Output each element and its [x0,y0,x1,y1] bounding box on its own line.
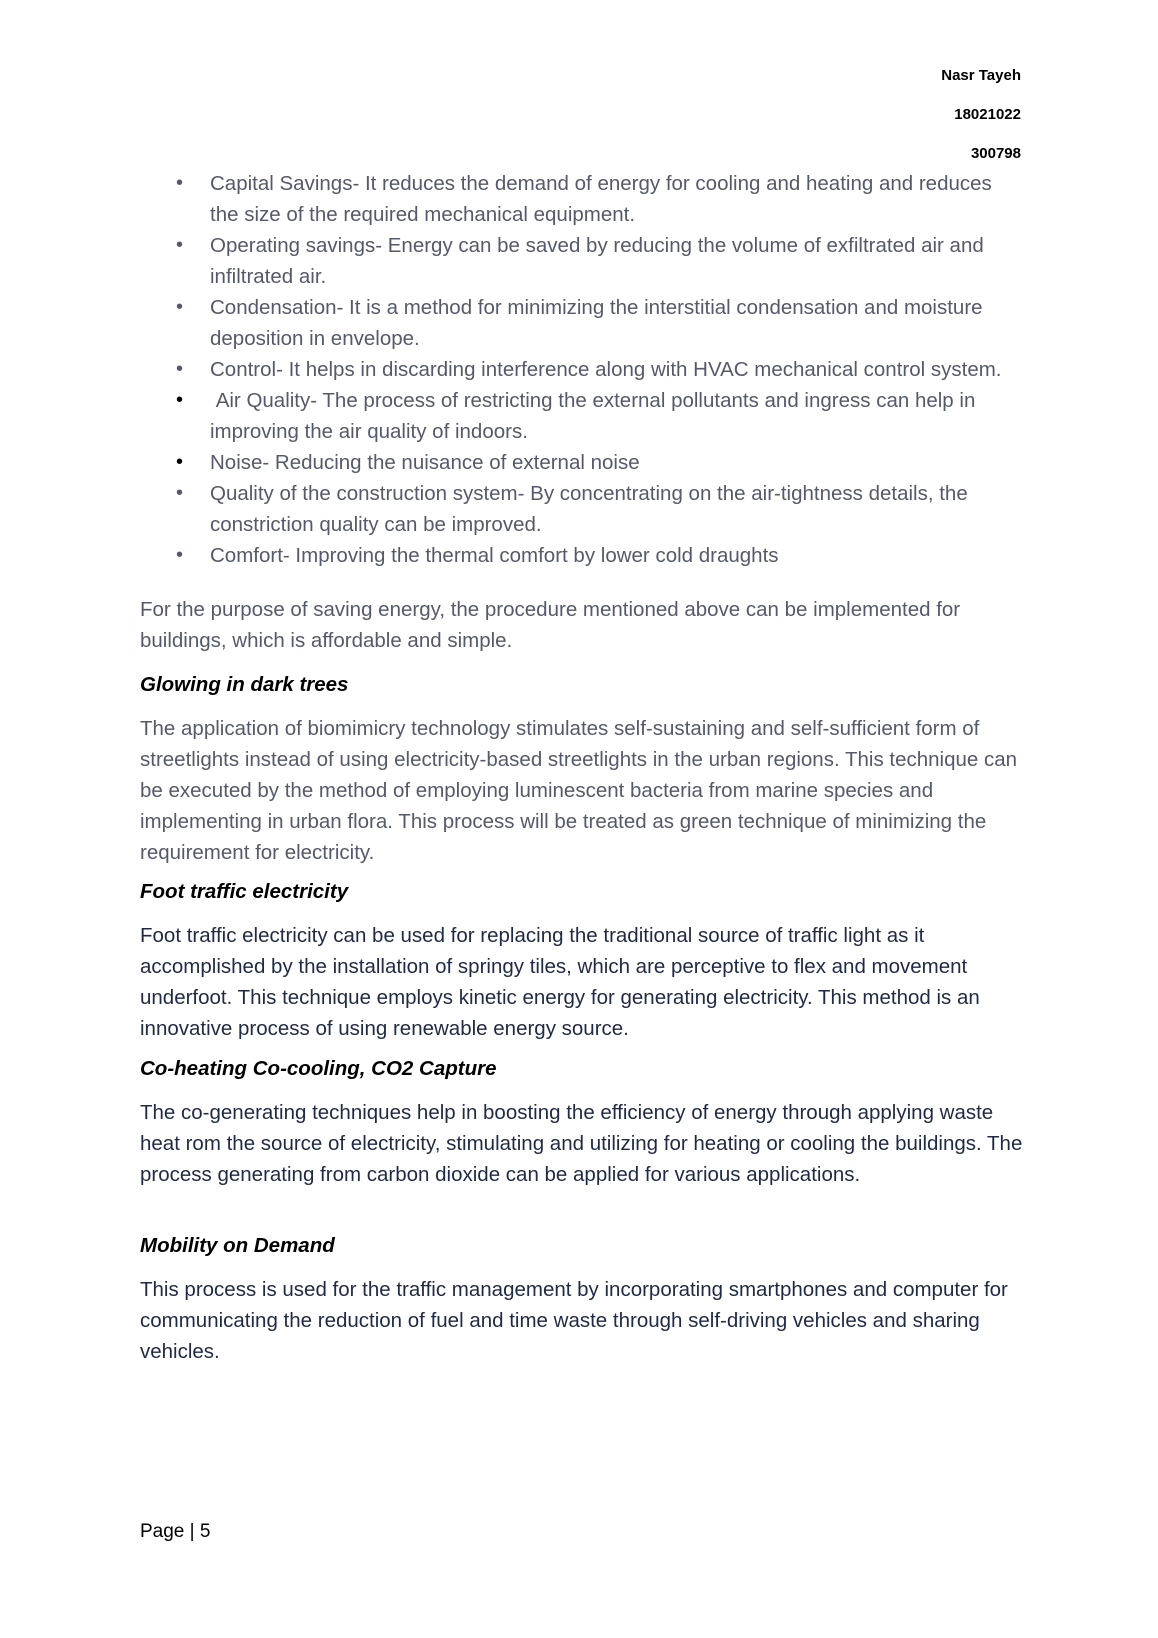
section-body-mobility: This process is used for the traffic management by incorporating smartphones and computer for communicating the reduction of fuel and time waste through self-driving vehicles and sharing vehicles. [140,1278,1008,1363]
bullet-icon: • [176,451,184,473]
list-item: • Condensation- It is a method for minimizing the interstitial condensation and moisture deposition in envelope. [140,292,1020,354]
list-item: • Capital Savings- It reduces the demand of energy for cooling and heating and reduces the size of the required mechanical equipment. [140,168,1020,230]
bullet-icon: • [176,544,184,566]
section-heading-glowing-trees: Glowing in dark trees [140,673,349,696]
benefits-list [140,168,1020,571]
bullet-icon: • [176,389,184,411]
page-footer [140,1521,210,1543]
list-item: • Control- It helps in discarding interference along with HVAC mechanical control system. [140,354,1020,385]
list-item: • Air Quality- The process of restricting the external pollutants and ingress can help in improving the air quality of indoors. [140,385,1020,447]
intro-paragraph: For the purpose of saving energy, the procedure mentioned above can be implemented for buildings, which is affordable and simple. [140,598,961,652]
list-item: • Quality of the construction system- By concentrating on the air-tightness details, the constriction quality can be improved. [140,478,1020,540]
list-item: • Noise- Reducing the nuisance of external noise [140,447,1020,478]
section-heading-foot-traffic: Foot traffic electricity [140,880,349,903]
bullet-icon: • [176,358,184,380]
section-body-foot-traffic: Foot traffic electricity can be used for replacing the traditional source of traffic light as it accomplished by the installation of springy tiles, which are perceptive to flex and movement underfoot. This technique employs kinetic energy for generating electricity. This method is an innovative process of using renewable energy source. [140,924,980,1040]
section-heading-co-heating: Co-heating Co-cooling, CO2 Capture [140,1057,497,1080]
bullet-icon: • [176,296,184,318]
bullet-icon: • [176,482,184,504]
page-label: Page [140,1521,185,1542]
list-item: • Comfort- Improving the thermal comfort by lower cold draughts [140,540,1020,571]
bullet-icon: • [176,172,184,194]
author-name: Nasr Tayeh [941,67,1021,84]
student-id: 18021022 [954,106,1021,123]
page-separator: | [189,1521,195,1542]
list-item: • Operating savings- Energy can be saved by reducing the volume of exfiltrated air and infiltrated air. [140,230,1020,292]
bullet-icon: • [176,234,184,256]
page-number: 5 [199,1521,211,1542]
course-id: 300798 [970,145,1021,162]
section-body-glowing-trees: The application of biomimicry technology stimulates self-sustaining and self-sufficient form of streetlights instead of using electricity-based streetlights in the urban regions. This technique can be executed by the method of employing luminescent bacteria from marine species and implementing in urban flora. This process will be treated as green technique of minimizing the requirement for electricity. [140,717,1018,864]
section-body-co-heating: The co-generating techniques help in boosting the efficiency of energy through applying waste heat rom the source of electricity, stimulating and utilizing for heating or cooling the buildings. The process generating from carbon dioxide can be applied for various applications. [140,1101,1023,1186]
section-heading-mobility: Mobility on Demand [140,1234,335,1257]
page-header [941,66,1021,183]
